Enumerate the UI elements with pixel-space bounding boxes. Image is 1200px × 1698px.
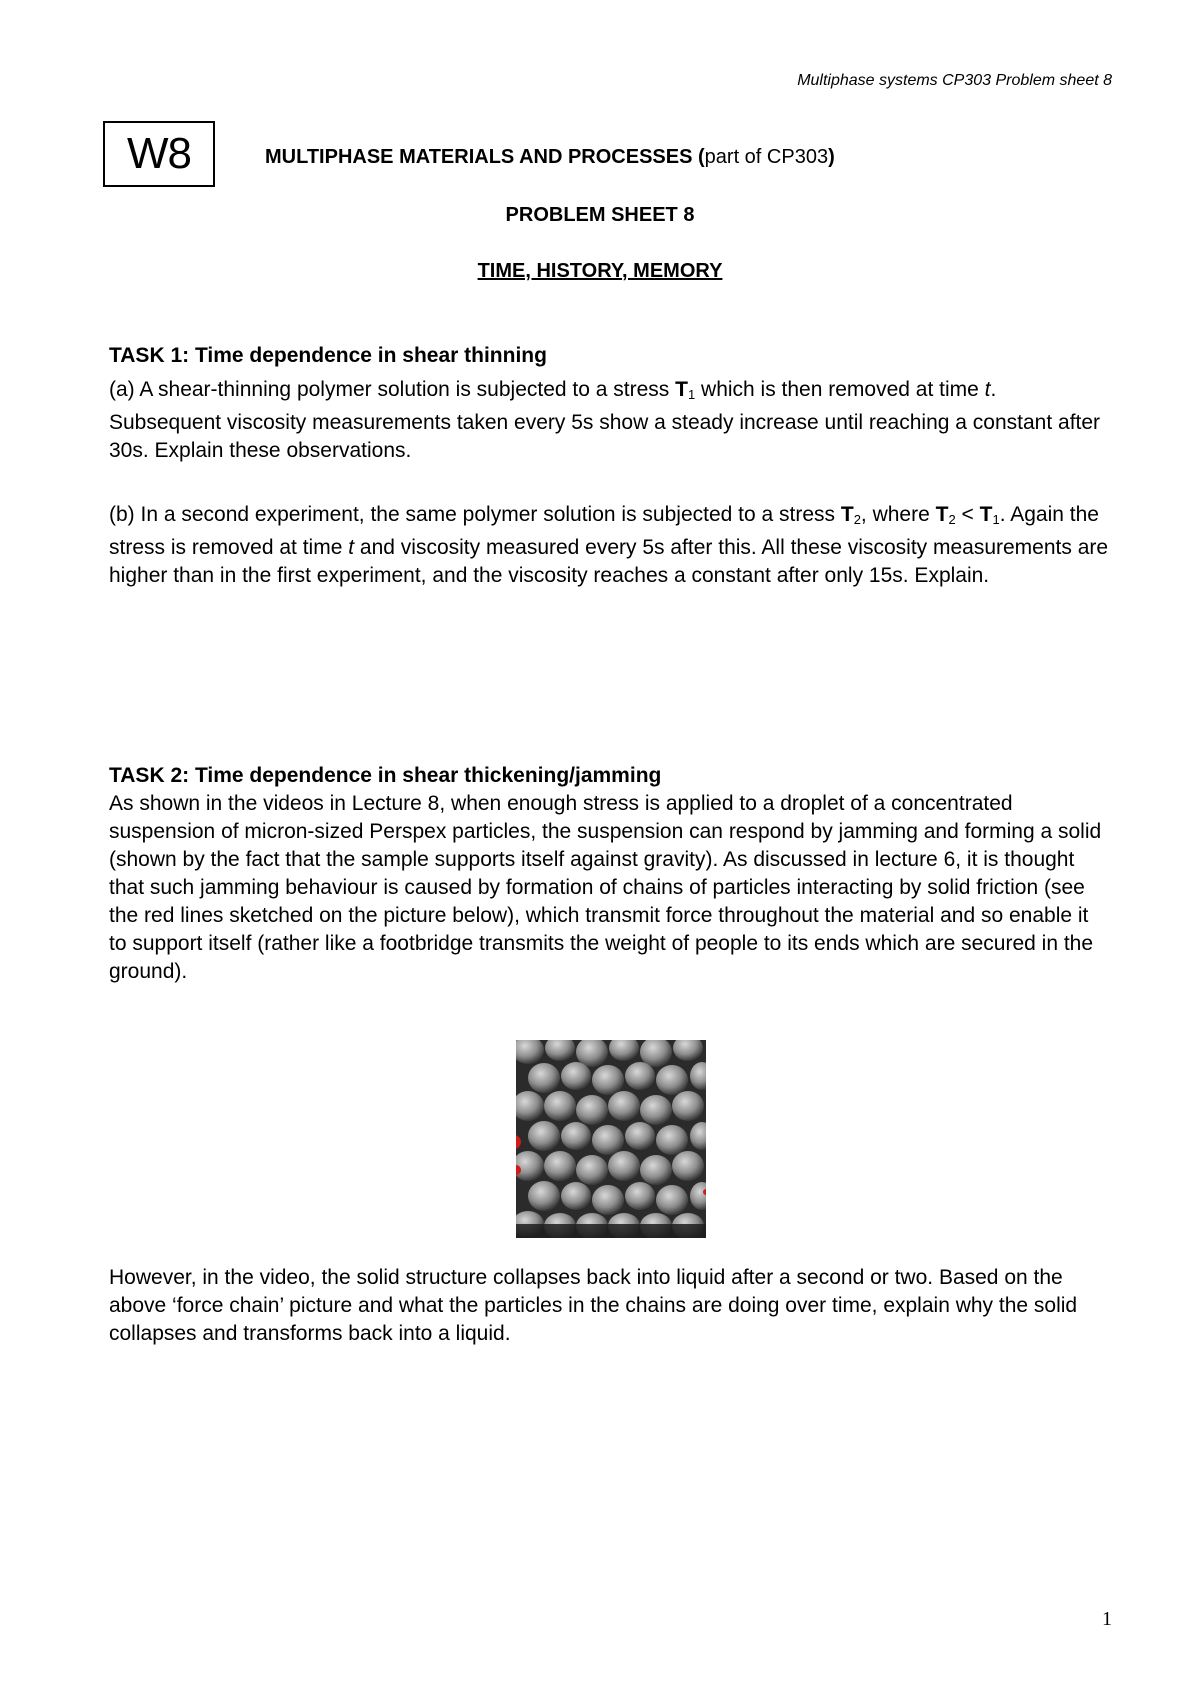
particle-cluster	[516, 1040, 706, 1238]
task2-after-figure	[109, 1264, 1109, 1348]
symbol-tau: T	[979, 503, 993, 526]
variable-t: t	[348, 536, 355, 559]
task1-a-text-3: . Subsequent viscosity measurements taken every 5s show a steady increase until reaching a constant after 30s. Explain these observations.	[109, 378, 1101, 462]
symbol-tau: T	[675, 378, 688, 401]
week-label-box: W8	[103, 121, 215, 187]
subscript: 2	[853, 512, 861, 527]
task1-section	[109, 342, 1109, 590]
running-header: Multiphase systems CP303 Problem sheet 8	[797, 72, 1112, 89]
sheet-title: PROBLEM SHEET 8	[505, 204, 695, 226]
micrograph-scale-strip	[516, 1224, 706, 1238]
task1-a-text-2: which is then removed at time	[695, 378, 985, 401]
task1-part-b	[109, 501, 1109, 590]
course-title-part: part of CP303	[704, 146, 829, 168]
task2-heading: TASK 2: Time dependence in shear thickening/jamming	[109, 764, 662, 787]
task2-question: However, in the video, the solid structure collapses back into liquid after a second or two. Based on the above ‘force chain’ picture and what the particles in the chains are doing over time, explain why the solid collapses and transforms back into a liquid.	[109, 1266, 1078, 1345]
task1-part-a	[109, 376, 1109, 465]
course-title-bold: MULTIPHASE MATERIALS AND PROCESSES (	[265, 146, 705, 168]
symbol-tau: T	[840, 503, 854, 526]
task1-b-text-4: . Again the stress is removed at time	[109, 503, 1099, 559]
task2-body: As shown in the videos in Lecture 8, when enough stress is applied to a droplet of a concentrated suspension of micron-sized Perspex particles, the suspension can respond by jamming and forming a solid (shown by the fact that the sample supports itself against gravity). As discussed in lecture 6, it is thought that such jamming behaviour is caused by formation of chains of particles interacting by solid friction (see the red lines sketched on the picture below), which transmit force throughout the material and so enable it to support itself (rather like a footbridge transmits the weight of people to its ends which are secured in the ground).	[109, 792, 1102, 983]
particle-micrograph-image	[516, 1040, 706, 1238]
page-number: 1	[1102, 1608, 1112, 1630]
topic-title: TIME, HISTORY, MEMORY	[477, 260, 723, 282]
task1-heading: TASK 1: Time dependence in shear thinning	[109, 344, 547, 367]
variable-t: t	[984, 378, 991, 401]
subscript: 1	[687, 387, 696, 402]
subscript: 1	[992, 512, 1000, 527]
task1-b-text-2: , where	[860, 503, 936, 526]
subscript: 2	[948, 512, 956, 527]
task1-b-text-5: and viscosity measured every 5s after this. All these viscosity measurements are higher than in the first experiment, and the viscosity reaches a constant after only 15s. Explain.	[109, 536, 1109, 587]
course-title	[265, 146, 835, 169]
task1-b-text-3: <	[955, 503, 980, 526]
symbol-tau: T	[935, 503, 949, 526]
task2-section	[109, 762, 1109, 986]
course-title-close: )	[828, 146, 835, 168]
task1-b-text-1: (b) In a second experiment, the same polymer solution is subjected to a stress	[109, 503, 841, 526]
task1-a-text-1: (a) A shear-thinning polymer solution is subjected to a stress	[109, 378, 676, 401]
